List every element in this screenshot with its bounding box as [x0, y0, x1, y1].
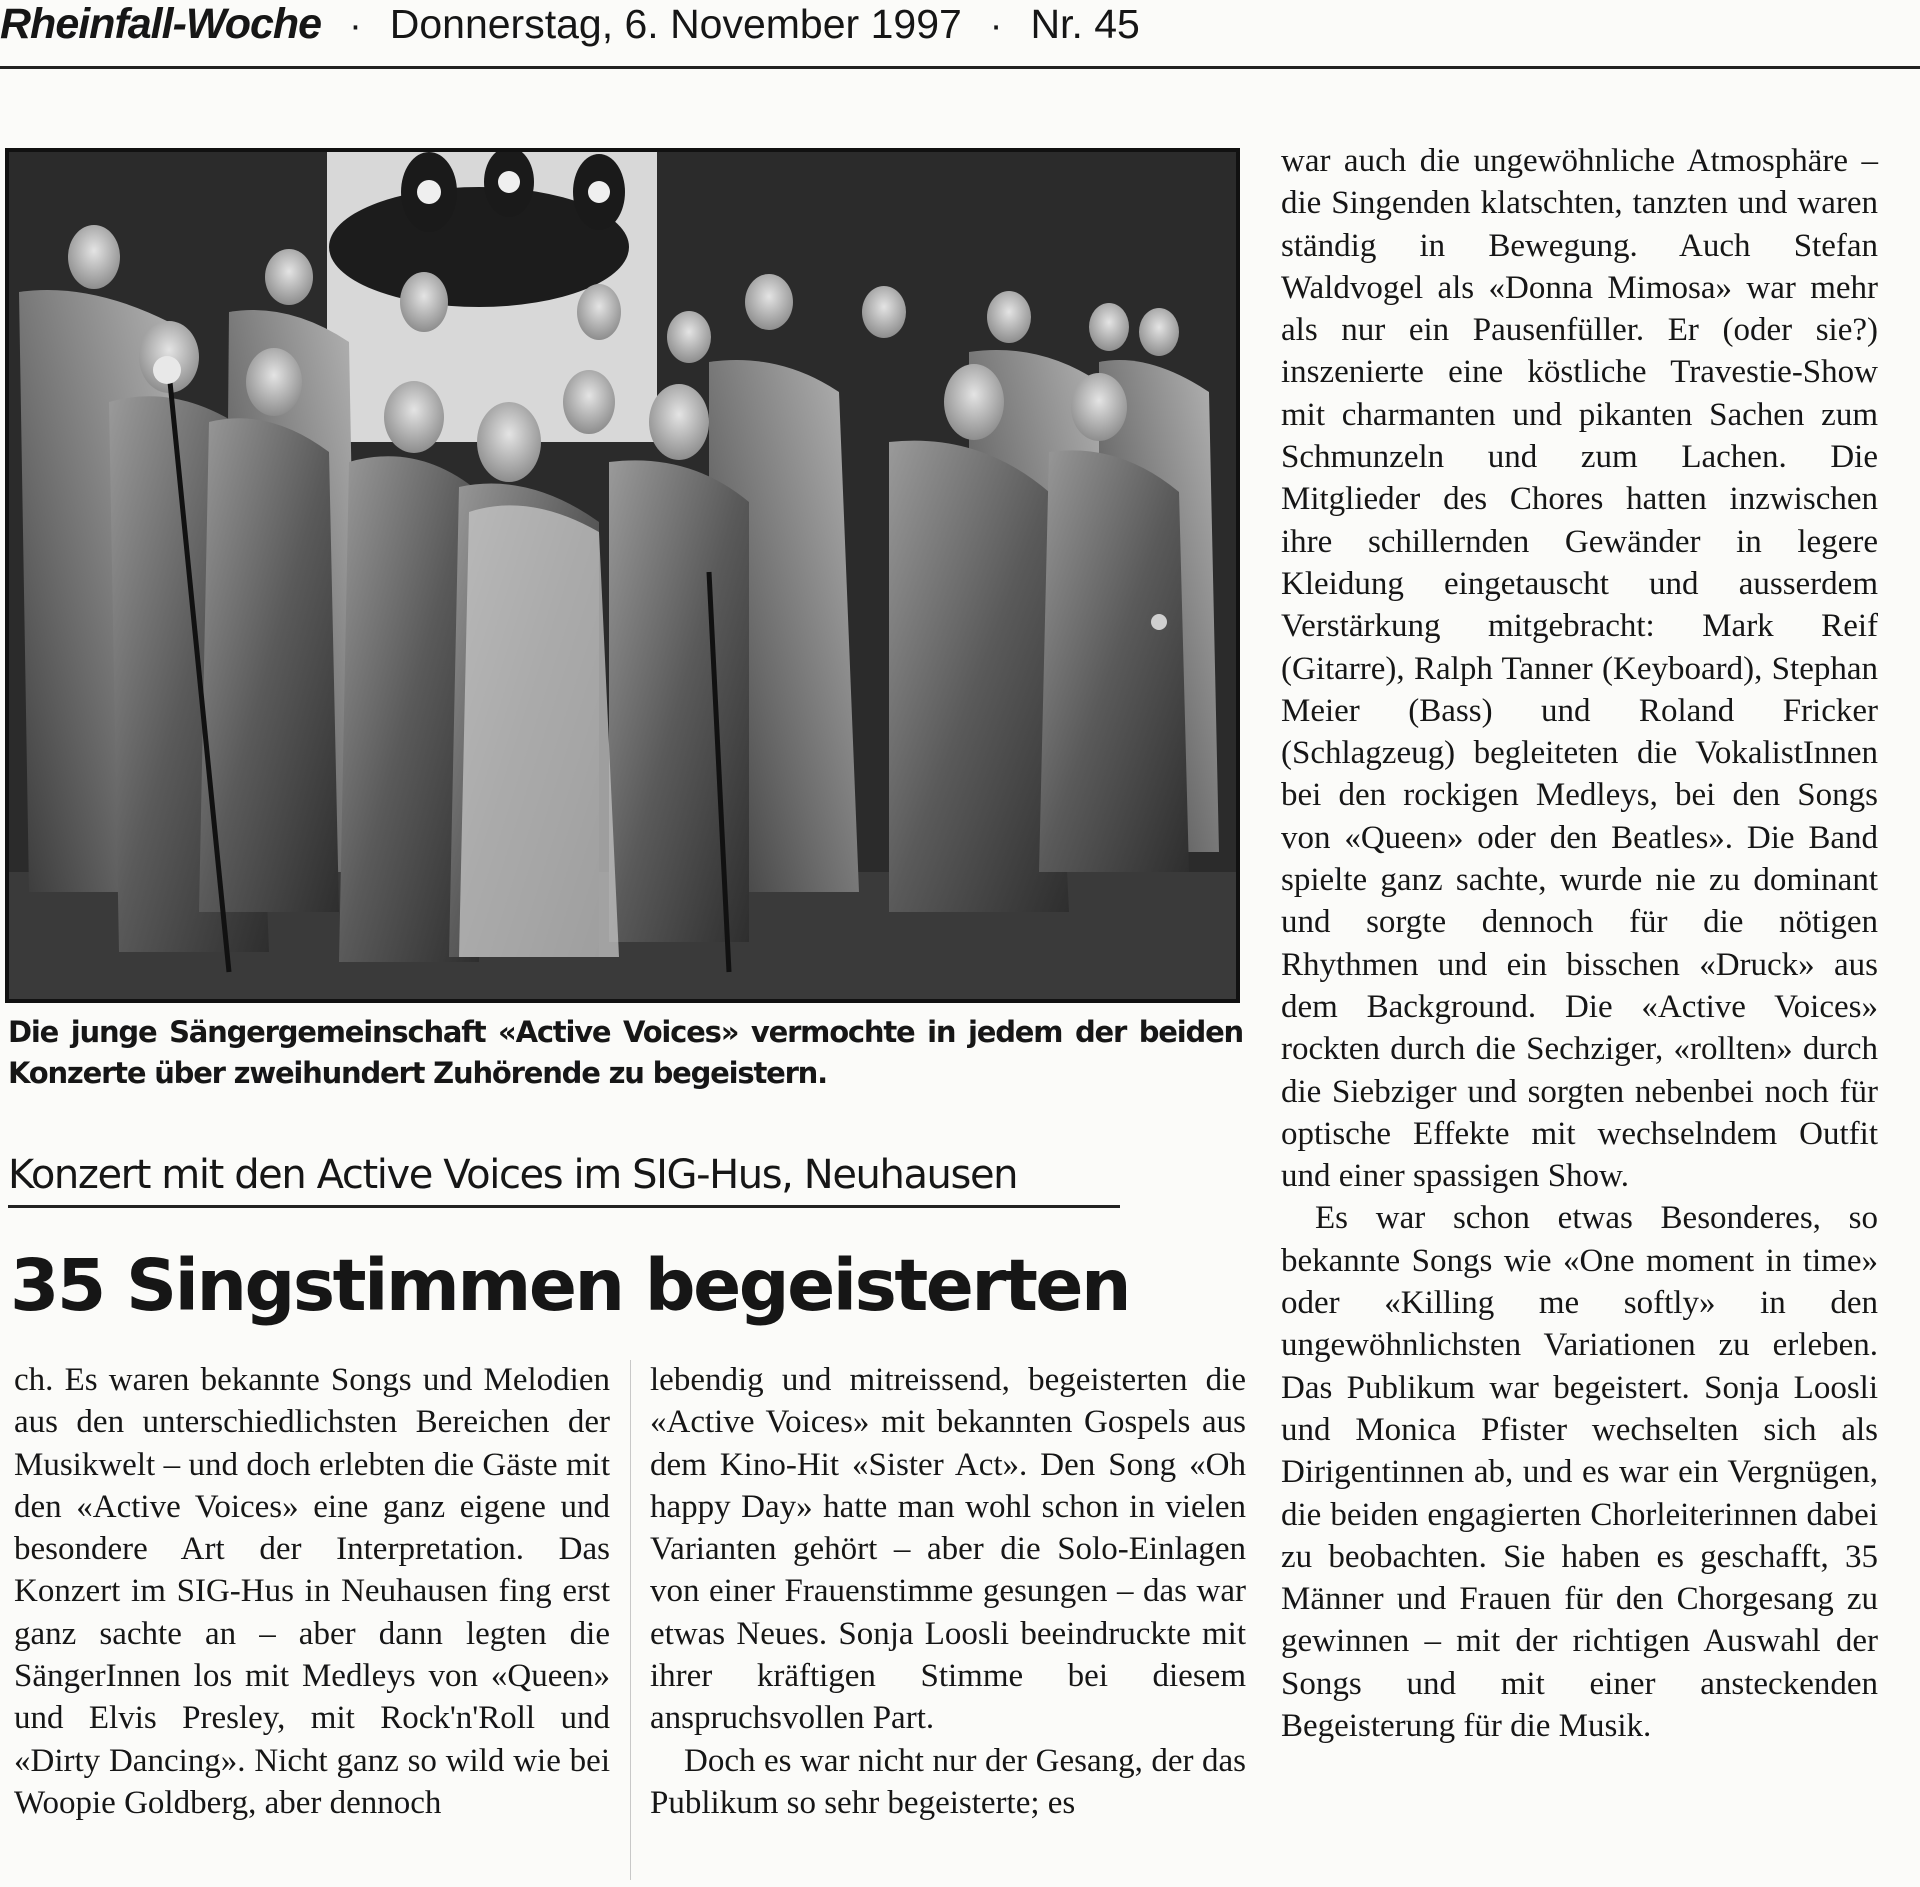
- article-kicker: Konzert mit den Active Voices im SIG-Hus, Neuhausen: [8, 1147, 1120, 1208]
- choir-photo-icon: [9, 152, 1236, 999]
- masthead-separator: ·: [989, 5, 1003, 47]
- paragraph: Doch es war nicht nur der Gesang, der das Publikum so sehr begeisterte; es: [650, 1742, 1246, 1821]
- column-divider: [630, 1360, 631, 1880]
- issue-number: Nr. 45: [1030, 1, 1140, 47]
- masthead-separator: ·: [349, 5, 362, 47]
- masthead: [0, 0, 1920, 68]
- paragraph: ch. Es waren bekannte Songs und Melodien aus den unterschiedlichsten Bereichen der Musikwelt – und doch erlebten die Gäste mit den «Active Voices» eine ganz eigene und besondere Art der Interpretation. Das Konzert im SIG-Hus in Neuhausen fing erst ganz sachte an – aber dann legten die SängerInnen los mit Medleys von «Queen» und Elvis Presley, mit Rock'n'Roll und «Dirty Dancing». Nicht ganz so wild wie bei Woopie Goldberg, aber dennoch: [14, 1362, 610, 1821]
- photo-caption: Die junge Sängergemeinschaft «Active Voices» vermochte in jedem der beiden Konzerte über zweihundert Zuhörende zu begeistern.: [8, 1015, 1243, 1090]
- paragraph: Es war schon etwas Besonderes, so bekannte Songs wie «One moment in time» oder «Killing me softly» in den ungewöhnlichsten Variationen zu erleben. Das Publikum war begeistert. Sonja Loosli und Monica Pfister wechselten sich als Dirigentinnen ab, und es war ein Vergnügen, die beiden engagierten Chorleiterinnen dabei zu beobachten. Sie haben es geschafft, 35 Männer und Frauen für den Chorgesang zu gewinnen – mit der richtigen Auswahl der Songs und mit einer ansteckenden Begeisterung für die Musik.: [1281, 1200, 1878, 1744]
- article-headline: 35 Singstimmen begeisterten: [10, 1244, 1130, 1327]
- choir-photo: [5, 148, 1240, 1003]
- paragraph: war auch die ungewöhnliche Atmosphäre – die Singenden klatschten, tanzten und waren ständig in Bewegung. Auch Stefan Waldvogel als «Donna Mimosa» war mehr als nur ein Pausenfüller. Er (oder sie?) inszenierte eine köstliche Travestie-Show mit charmanten und pikanten Sachen zum Schmunzeln und zum Lachen. Die Mitglieder des Chores hatten inzwischen ihre schillernden Gewänder in legere Kleidung eingetauscht und ausserdem Verstärkung mitgebracht: Mark Reif (Gitarre), Ralph Tanner (Keyboard), Stephan Meier (Bass) und Roland Fricker (Schlagzeug) begleiteten die VokalistInnen bei den rockigen Medleys, bei den Songs von «Queen» oder den Beatles». Die Band spielte ganz sachte, wurde nie zu dominant und sorgte dennoch für die nötigen Rhythmen und ein bisschen «Druck» aus dem Background. Die «Active Voices» rockten durch die Sechziger, «rollten» durch die Siebziger und sorgten nebenbei noch für optische Effekte mit wechselndem Outfit und einer spassigen Show.: [1281, 143, 1878, 1195]
- article-column-2: [650, 1359, 1246, 1824]
- paragraph: lebendig und mitreissend, begeisterten die «Active Voices» mit bekannten Gospels aus dem Kino-Hit «Sister Act». Den Song «Oh happy Day» hatte man wohl schon in vielen Varianten gehört – aber die Solo-Einlagen von einer Frauenstimme gesungen – das war etwas Neues. Sonja Loosli beeindruckte mit ihrer kräftigen Stimme bei diesem anspruchsvollen Part.: [650, 1362, 1246, 1737]
- article-column-1: [14, 1359, 610, 1824]
- article-column-3: [1281, 140, 1878, 1747]
- issue-date: Donnerstag, 6. November 1997: [389, 1, 962, 47]
- masthead-rule: [0, 66, 1920, 69]
- paper-name: Rheinfall-Woche: [0, 0, 322, 48]
